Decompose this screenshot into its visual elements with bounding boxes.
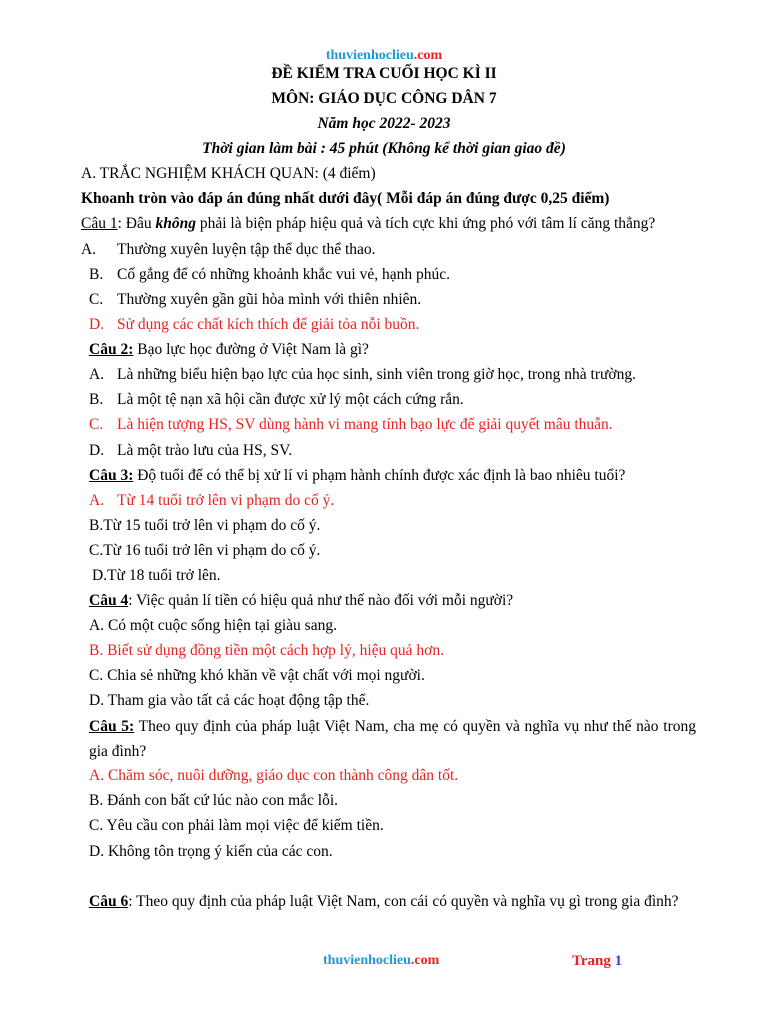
page-num: 1 [614, 953, 623, 969]
school-year: Năm học 2022- 2023 [317, 115, 451, 132]
q1-option-a[interactable]: A. Thường xuyên luyện tập thể dục thể thao. [81, 241, 376, 258]
site-domain: .com [413, 48, 443, 63]
q1-option-c[interactable]: C. Thường xuyên gần gũi hòa mình với thiên nhiên. [89, 291, 422, 308]
q4-option-d[interactable]: D. Tham gia vào tất cả các hoạt động tập thể. [89, 692, 370, 709]
exam-time: Thời gian làm bài : 45 phút (Không kể thời gian giao đề) [202, 140, 566, 157]
question-1: Câu 1: Đâu không phải là biện pháp hiệu quả và tích cực khi ứng phó với tâm lí căng thẳng? [81, 215, 656, 232]
q4-option-c[interactable]: C. Chia sẻ những khó khăn về vật chất với mọi người. [89, 667, 425, 684]
instruction: Khoanh tròn vào đáp án đúng nhất dưới đây( Mỗi đáp án đúng được 0,25 điểm) [81, 190, 610, 207]
footer-site[interactable] [323, 951, 439, 971]
q5-option-a[interactable]: A. Chăm sóc, nuôi dưỡng, giáo dục con thành công dân tốt. [89, 767, 459, 784]
q1-option-b[interactable]: B. Cố gắng để có những khoảnh khắc vui vẻ, hạnh phúc. [89, 266, 450, 283]
q5-option-d[interactable]: D. Không tôn trọng ý kiến của các con. [89, 843, 333, 860]
site-header [0, 46, 768, 66]
q5-option-c[interactable]: C. Yêu cầu con phải làm mọi việc để kiếm tiền. [89, 817, 384, 834]
q3-option-d[interactable]: D.Từ 18 tuổi trở lên. [92, 567, 221, 584]
q3-option-b[interactable]: B.Từ 15 tuổi trở lên vi phạm do cố ý. [89, 517, 321, 534]
footer-site-domain: .com [410, 953, 440, 968]
q2-option-b[interactable]: B. Là một tệ nạn xã hội cần được xử lý một cách cứng rắn. [89, 391, 464, 408]
question-4-label: Câu 4 [89, 592, 129, 609]
q4-option-b[interactable]: B. Biết sử dụng đồng tiền một cách hợp lý, hiệu quả hơn. [89, 642, 444, 659]
q3-option-c[interactable]: C.Từ 16 tuổi trở lên vi phạm do cố ý. [89, 542, 321, 559]
question-3: Câu 3: Độ tuổi để có thể bị xử lí vi phạm hành chính được xác định là bao nhiêu tuổi? [89, 467, 626, 484]
question-5: Câu 5: Theo quy định của pháp luật Việt Nam, cha mẹ có quyền và nghĩa vụ như thế nào trong gia đình? [89, 718, 696, 760]
q1-option-d[interactable]: D. Sử dụng các chất kích thích để giải tỏa nỗi buồn. [89, 316, 420, 333]
exam-title: ĐỀ KIỂM TRA CUỐI HỌC KÌ II [271, 65, 497, 82]
q4-option-a[interactable]: A. Có một cuộc sống hiện tại giàu sang. [89, 617, 337, 634]
section-heading: A. TRẮC NGHIỆM KHÁCH QUAN: (4 điểm) [81, 165, 376, 182]
emphasis-word: không [155, 215, 196, 232]
question-2: Câu 2: Bạo lực học đường ở Việt Nam là gì? [89, 341, 369, 358]
q2-option-d[interactable]: D. Là một trào lưu của HS, SV. [89, 442, 293, 459]
question-2-label: Câu 2: [89, 341, 134, 358]
footer-site-name: thuvienhoclieu [323, 953, 411, 968]
q2-option-a[interactable]: A. Là những biểu hiện bạo lực của học sinh, sinh viên trong giờ học, trong nhà trường. [89, 366, 636, 383]
page-word: Trang [572, 953, 611, 969]
question-1-label: Câu 1 [81, 215, 118, 232]
q3-option-a[interactable]: A. Từ 14 tuổi trở lên vi phạm do cố ý. [89, 492, 335, 509]
question-6-label: Câu 6 [89, 893, 129, 910]
page-number [572, 951, 622, 971]
question-5-label: Câu 5: [89, 718, 135, 735]
subject-title: MÔN: GIÁO DỤC CÔNG DÂN 7 [271, 90, 497, 107]
q5-option-b[interactable]: B. Đánh con bất cứ lúc nào con mắc lỗi. [89, 792, 339, 809]
question-3-label: Câu 3: [89, 467, 134, 484]
site-name: thuvienhoclieu [325, 48, 414, 63]
q2-option-c[interactable]: C. Là hiện tượng HS, SV dùng hành vi mang tính bạo lực để giải quyết mâu thuẫn. [89, 416, 613, 433]
question-6: Câu 6: Theo quy định của pháp luật Việt Nam, con cái có quyền và nghĩa vụ gì trong gia đình? [89, 893, 679, 910]
question-4: Câu 4: Việc quản lí tiền có hiệu quả như thế nào đối với mỗi người? [89, 592, 514, 609]
